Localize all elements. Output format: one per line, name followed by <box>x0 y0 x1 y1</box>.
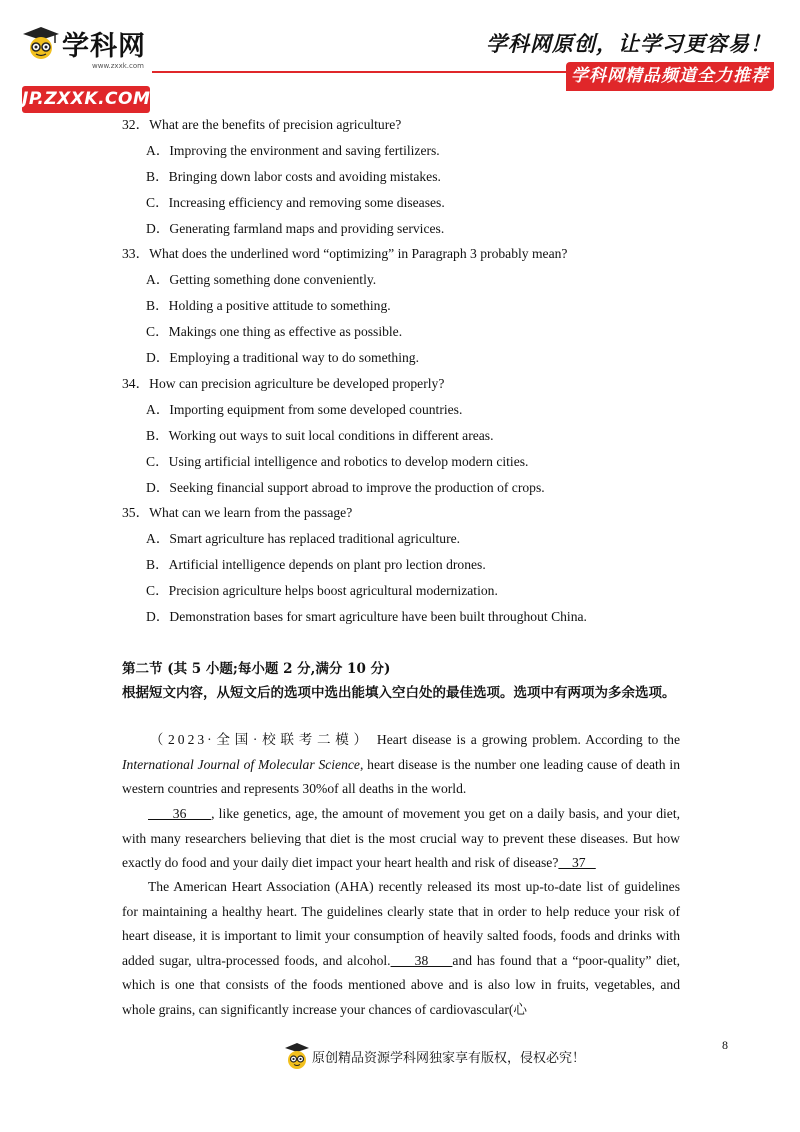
site-logo[interactable] <box>22 22 162 109</box>
logo-text: 学科网 <box>62 31 146 62</box>
paragraph-text: and has found that a “poor-quality” diet, which is one that consists of the foods mentioned above and is also low in fruits, vegetables, and whole grains, can significantly increase your chances of cardiovascular(心 <box>122 952 681 1017</box>
option: B．Working out ways to suit local conditions in different areas. <box>146 428 494 443</box>
option: A．Importing equipment from some developed countries. <box>146 402 463 417</box>
option: C．Makings one thing as effective as possible. <box>146 324 403 339</box>
question-stem: 33．What does the underlined word “optimizing” in Paragraph 3 probably mean? <box>122 246 568 261</box>
option: A．Smart agriculture has replaced traditional agriculture. <box>146 531 461 546</box>
paragraph-text: Heart disease is a growing problem. According to the <box>371 732 680 747</box>
site-url-badge[interactable]: JP.ZXXK.COM <box>22 86 150 113</box>
option: B．Bringing down labor costs and avoiding mistakes. <box>146 169 441 184</box>
channel-badge[interactable]: 学科网精品频道全力推荐 <box>566 62 774 91</box>
mascot-icon <box>22 26 60 60</box>
source-label: （2023·全国·校联考二模） <box>148 732 372 747</box>
logo-subtext: www.zxxk.com <box>92 62 144 70</box>
blank-36[interactable]: 36 <box>148 806 212 821</box>
passage-paragraph-2 <box>122 802 680 876</box>
mascot-icon <box>284 1042 310 1070</box>
option: B．Holding a positive attitude to something. <box>146 298 391 313</box>
header-slogan: 学科网原创，让学习更容易！ <box>486 31 772 56</box>
question-stem: 32．What are the benefits of precision agriculture? <box>122 117 402 132</box>
page-number: 8 <box>722 1038 728 1052</box>
section-instruction: 根据短文内容，从短文后的选项中选出能填入空白处的最佳选项。选项中有两项为多余选项。 <box>122 685 676 701</box>
paragraph-text: , like genetics, age, the amount of movement you get on a daily basis, and your diet, with many researchers believing that diet is the most crucial way to prevent these diseases. But how exactly do food and your daily diet impact your heart health and risk of disease? <box>122 806 680 870</box>
option: A．Getting something done conveniently. <box>146 272 377 287</box>
paragraph-text: The American Heart Association (AHA) recently released its most up-to-date list of guidelines for maintaining a healthy heart. The guidelines clearly state that in order to help reduce your risk of heart disease, it is important to limit your consumption of heavily salted foods, foods and drinks with added sugar, ultra-processed foods, and alcohol. <box>122 879 680 968</box>
option: C．Using artificial intelligence and robotics to develop modern cities. <box>146 454 529 469</box>
question-stem: 34．How can precision agriculture be developed properly? <box>122 376 445 391</box>
question-stem: 35．What can we learn from the passage? <box>122 505 353 520</box>
blank-38[interactable]: 38 <box>390 952 453 968</box>
option: A．Improving the environment and saving fertilizers. <box>146 143 440 158</box>
blank-37[interactable]: 37 <box>558 855 596 870</box>
option: D．Seeking financial support abroad to improve the production of crops. <box>146 480 545 495</box>
section-title: 第二节 (其 5 小题;每小题 2 分,满分 10 分) <box>122 661 391 677</box>
paragraph-text: , heart disease is the number one leading cause of death in western countries and represents 30%of all deaths in the world. <box>122 756 680 796</box>
option: B．Artificial intelligence depends on plant pro lection drones. <box>146 557 486 572</box>
option: D．Generating farmland maps and providing services. <box>146 221 445 236</box>
option: C．Precision agriculture helps boost agricultural modernization. <box>146 583 498 598</box>
option: C．Increasing efficiency and removing some diseases. <box>146 195 445 210</box>
option: D．Demonstration bases for smart agriculture have been built throughout China. <box>146 609 587 624</box>
option: D．Employing a traditional way to do something. <box>146 350 419 365</box>
journal-title: International Journal of Molecular Science <box>122 756 360 772</box>
passage-paragraph-1 <box>122 728 680 802</box>
footer <box>284 1040 585 1072</box>
passage-paragraph-3 <box>122 875 680 1022</box>
copyright-notice: 原创精品资源学科网独家享有版权，侵权必究！ <box>312 1050 586 1066</box>
